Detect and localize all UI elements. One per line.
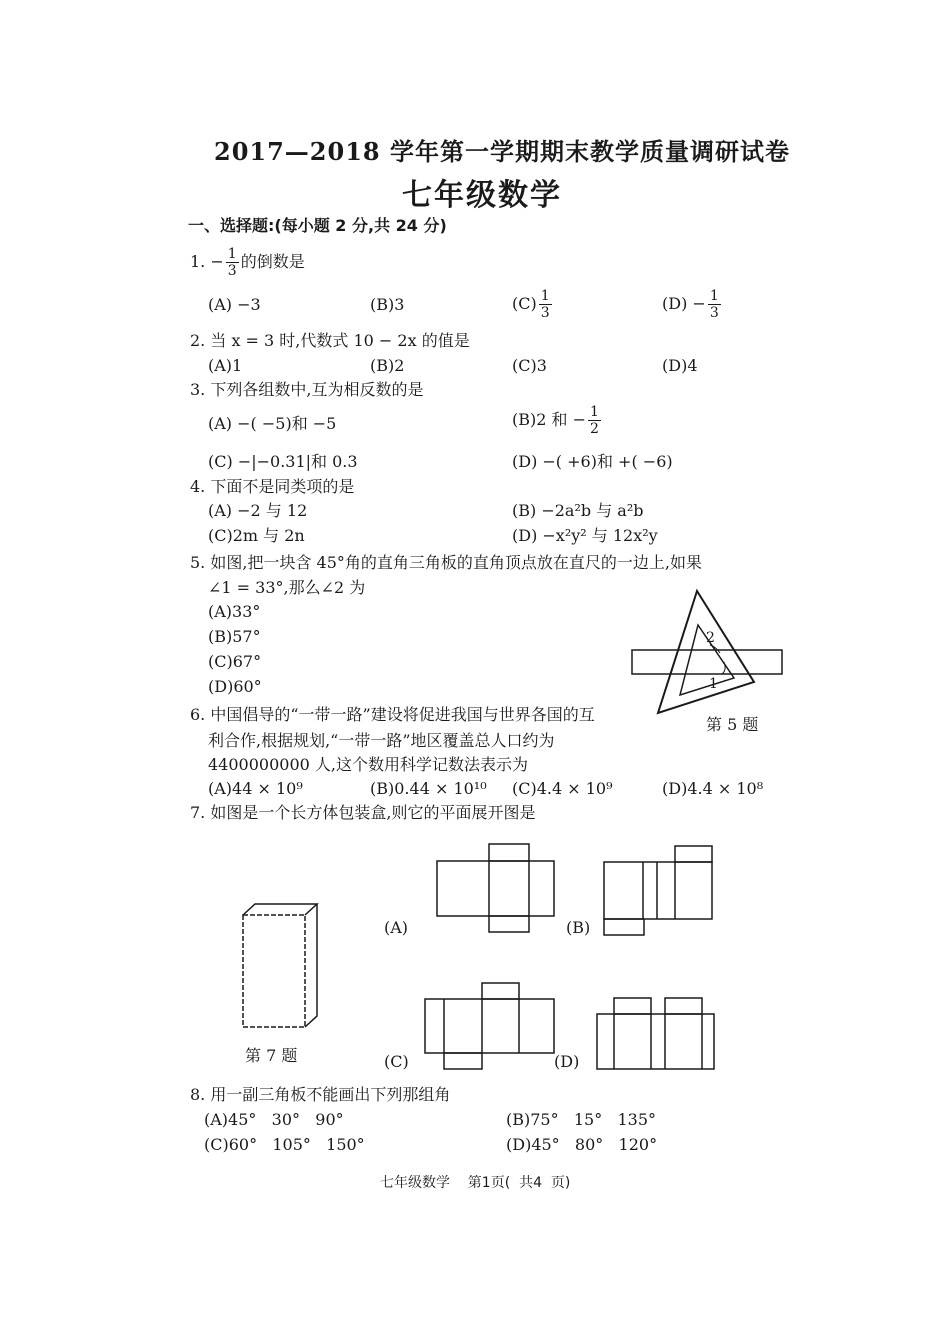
q1-suffix: 的倒数是 <box>240 252 305 271</box>
q1-option-a: (A) −3 <box>208 295 261 314</box>
q1-d-num: 1 <box>709 288 719 304</box>
q1-prefix: 1. − <box>190 252 224 271</box>
q1-d-fraction <box>708 288 721 321</box>
q1-c-den: 3 <box>540 305 550 321</box>
q6-option-c: (C)4.4 × 10⁹ <box>512 779 613 798</box>
q1-d-den: 3 <box>709 305 719 321</box>
section-heading: 一、选择题:(每小题 2 分,共 24 分) <box>188 216 447 235</box>
q2-option-b: (B)2 <box>370 356 405 375</box>
q4-option-d: (D) −x²y² 与 12x²y <box>512 526 658 545</box>
q2-option-a: (A)1 <box>208 356 243 375</box>
question-7-stem: 7. 如图是一个长方体包装盒,则它的平面展开图是 <box>190 803 536 822</box>
ruler <box>632 650 782 674</box>
q7-option-c-label: (C) <box>384 1052 409 1071</box>
q1-option-d <box>662 288 723 321</box>
q1-option-b: (B)3 <box>370 295 405 314</box>
question-5-stem-line1: 5. 如图,把一块含 45°角的直角三角板的直角顶点放在直尺的一边上,如果 <box>190 553 702 572</box>
exam-title: 2017—2018 学年第一学期期末教学质量调研试卷 <box>214 137 790 166</box>
q7-net-d <box>596 997 716 1072</box>
q3-option-b <box>512 404 603 437</box>
q4-option-c: (C)2m 与 2n <box>208 526 305 545</box>
q5-option-a: (A)33° <box>208 602 261 621</box>
q5-figure <box>630 585 785 720</box>
triangle-outer <box>658 591 754 713</box>
q2-option-d: (D)4 <box>662 356 698 375</box>
q3-b-label: (B)2 和 − <box>512 410 587 429</box>
q1-fraction <box>226 246 239 279</box>
q4-option-b: (B) −2a²b 与 a²b <box>512 501 644 520</box>
q2-option-c: (C)3 <box>512 356 547 375</box>
question-2-stem: 2. 当 x = 3 时,代数式 10 − 2x 的值是 <box>190 331 470 350</box>
q3-b-den: 2 <box>590 421 599 437</box>
q7-option-b-label: (B) <box>566 918 591 937</box>
q1-num: 1 <box>227 246 237 262</box>
q3-b-fraction <box>588 404 601 437</box>
question-3-stem: 3. 下列各组数中,互为相反数的是 <box>190 380 424 399</box>
question-6-stem-line3: 4400000000 人,这个数用科学记数法表示为 <box>208 755 528 774</box>
q3-option-d: (D) −( +6)和 +( −6) <box>512 452 673 471</box>
q1-c-fraction <box>539 288 552 321</box>
q3-option-c: (C) −|−0.31|和 0.3 <box>208 452 358 471</box>
q1-c-num: 1 <box>540 288 550 304</box>
question-6-stem-line2: 利合作,根据规划,“一带一路”地区覆盖总人口约为 <box>208 731 555 750</box>
q8-option-a: (A)45° 30° 90° <box>204 1110 344 1129</box>
q7-figure-caption: 第 7 题 <box>245 1046 298 1065</box>
q3-b-num: 1 <box>590 404 599 420</box>
q1-option-c <box>512 288 554 321</box>
q7-net-c <box>424 982 556 1072</box>
question-4-stem: 4. 下面不是同类项的是 <box>190 477 355 496</box>
q6-option-a: (A)44 × 10⁹ <box>208 779 303 798</box>
q7-option-d-label: (D) <box>554 1052 580 1071</box>
q5-figure-caption: 第 5 题 <box>706 715 759 734</box>
q7-cuboid-figure <box>238 900 328 1035</box>
q8-option-c: (C)60° 105° 150° <box>204 1135 365 1154</box>
angle-1-label: 1 <box>709 676 718 692</box>
q1-den: 3 <box>227 263 237 279</box>
q5-option-c: (C)67° <box>208 652 262 671</box>
q1-d-label: (D) − <box>662 294 706 313</box>
question-6-stem-line1: 6. 中国倡导的“一带一路”建设将促进我国与世界各国的互 <box>190 705 595 724</box>
q5-option-b: (B)57° <box>208 627 261 646</box>
question-1-stem <box>190 246 305 279</box>
q7-net-a <box>436 843 556 933</box>
q7-net-b <box>603 845 715 937</box>
q3-option-a: (A) −( −5)和 −5 <box>208 414 337 433</box>
q7-option-a-label: (A) <box>384 918 409 937</box>
q6-option-d: (D)4.4 × 10⁸ <box>662 779 764 798</box>
question-5-stem-line2: ∠1 = 33°,那么∠2 为 <box>208 578 366 597</box>
q8-option-b: (B)75° 15° 135° <box>506 1110 657 1129</box>
q4-option-a: (A) −2 与 12 <box>208 501 308 520</box>
q1-c-label: (C) <box>512 294 537 313</box>
q5-option-d: (D)60° <box>208 677 262 696</box>
q8-option-d: (D)45° 80° 120° <box>506 1135 658 1154</box>
angle-2-label: 2 <box>706 630 715 646</box>
page-title: 七年级数学 <box>402 178 562 213</box>
q6-option-b: (B)0.44 × 10¹⁰ <box>370 779 487 798</box>
question-8-stem: 8. 用一副三角板不能画出下列那组角 <box>190 1085 451 1104</box>
page-footer: 七年级数学 第1页( 共4 页) <box>380 1175 571 1191</box>
